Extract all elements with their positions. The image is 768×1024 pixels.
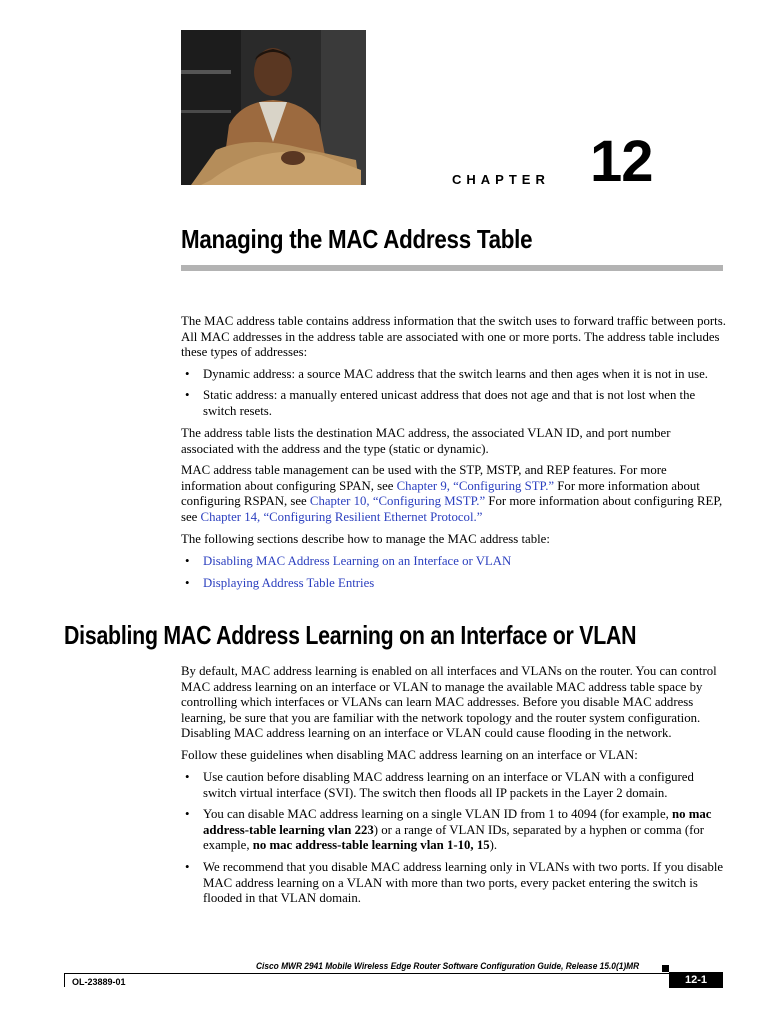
footer-tick xyxy=(64,973,65,987)
text-segment: You can disable MAC address learning on a single VLAN ID from 1 to 4094 (for example, xyxy=(203,807,673,821)
chapter-title: Managing the MAC Address Table xyxy=(181,224,533,254)
list-item xyxy=(181,807,726,854)
chapter-number: 12 xyxy=(590,129,653,194)
portrait-image xyxy=(181,30,366,185)
section-paragraph xyxy=(181,664,726,742)
list-item-text: Dynamic address: a source MAC address that the switch learns and then ages when it is not in use. xyxy=(203,367,709,381)
bullet-icon: • xyxy=(185,367,190,381)
list-item xyxy=(181,367,726,383)
footer-guide-title: Cisco MWR 2941 Mobile Wireless Edge Router Software Configuration Guide, Release 15.0(1)MR xyxy=(256,961,640,972)
list-item-text: Use caution before disabling MAC address learning on an interface or VLAN with a configured switch virtual interface (SVI). The switch then floods all IP packets in the Layer 2 domain. xyxy=(203,770,694,800)
document-id: OL-23889-01 xyxy=(72,977,126,987)
list-item xyxy=(181,554,726,570)
bullet-icon: • xyxy=(185,576,190,590)
list-item xyxy=(181,770,726,801)
list-item xyxy=(181,576,726,592)
bullet-icon: • xyxy=(185,807,190,821)
list-item-text: Static address: a manually entered unicast address that does not age and that is not lost when the switch resets. xyxy=(203,388,696,418)
intro-paragraph xyxy=(181,314,726,361)
command-example: no mac address-table learning vlan 1-10, 15 xyxy=(252,838,490,852)
list-item-text: We recommend that you disable MAC address learning only in VLANs with two ports. If you disable MAC address learning on a VLAN with more than two ports, every packet entering the switch is flooded in that VLAN domain. xyxy=(203,860,724,905)
link-displaying-entries[interactable]: Displaying Address Table Entries xyxy=(203,576,375,590)
features-paragraph xyxy=(181,463,726,525)
text-segment: For more information about configuring RSPAN, see xyxy=(181,478,700,508)
paragraph-text: The following sections describe how to manage the MAC address table: xyxy=(181,532,550,546)
sections-paragraph xyxy=(181,532,726,548)
paragraph-text: The address table lists the destination MAC address, the associated VLAN ID, and port number associated with the address and the type (static or dynamic). xyxy=(181,426,671,456)
paragraph-text: Follow these guidelines when disabling MAC address learning on an interface or VLAN: xyxy=(181,748,638,762)
chapter-photo xyxy=(181,30,366,185)
footer-rule xyxy=(64,973,704,974)
list-item xyxy=(181,388,726,419)
chapter-label: CHAPTER xyxy=(452,172,550,187)
paragraph-text: By default, MAC address learning is enabled on all interfaces and VLANs on the router. You can control MAC address learning on an interface or VLAN to manage the available MAC address table space by controlling which interfaces or VLANs can learn MAC addresses. Before you disable MAC address learning, be sure that you are familiar with the network topology and the router system configuration. Disabling MAC address learning on an interface or VLAN could cause flooding in the network. xyxy=(181,664,717,740)
command-example: no mac address-table learning vlan 223 xyxy=(203,807,712,837)
page-number: 12-1 xyxy=(669,972,723,988)
paragraph-text xyxy=(181,463,726,525)
bullet-icon: • xyxy=(185,770,190,784)
list-item-text xyxy=(203,807,726,854)
text-segment: For more information about configuring REP, see xyxy=(181,494,723,524)
intro-text: The MAC address table contains address information that the switch uses to forward traffic between ports. All MAC addresses in the address table are associated with one or more ports. The address table includes these types of addresses: xyxy=(181,314,726,359)
list-item xyxy=(181,860,726,907)
section-heading: Disabling MAC Address Learning on an Interface or VLAN xyxy=(64,620,637,650)
title-rule xyxy=(181,265,723,271)
link-chapter-10[interactable]: Chapter 10, “Configuring MSTP.” xyxy=(309,494,486,508)
link-disabling-mac-learning[interactable]: Disabling MAC Address Learning on an Interface or VLAN xyxy=(203,554,512,568)
bullet-icon: • xyxy=(185,388,190,402)
bullet-icon: • xyxy=(185,554,190,568)
link-chapter-9[interactable]: Chapter 9, “Configuring STP.” xyxy=(396,478,555,493)
address-table-paragraph xyxy=(181,426,726,457)
page-tab-marker xyxy=(662,965,669,972)
bullet-icon: • xyxy=(185,860,190,874)
guidelines-paragraph xyxy=(181,748,726,764)
link-chapter-14[interactable]: Chapter 14, “Configuring Resilient Ethernet Protocol.” xyxy=(200,509,483,524)
text-segment: MAC address table management can be used with the STP, MSTP, and REP features. For more information about configuring SPAN, see xyxy=(181,463,667,493)
text-segment: ). xyxy=(489,838,498,852)
text-segment: ) or a range of VLAN IDs, separated by a hyphen or comma (for example, xyxy=(203,822,704,852)
